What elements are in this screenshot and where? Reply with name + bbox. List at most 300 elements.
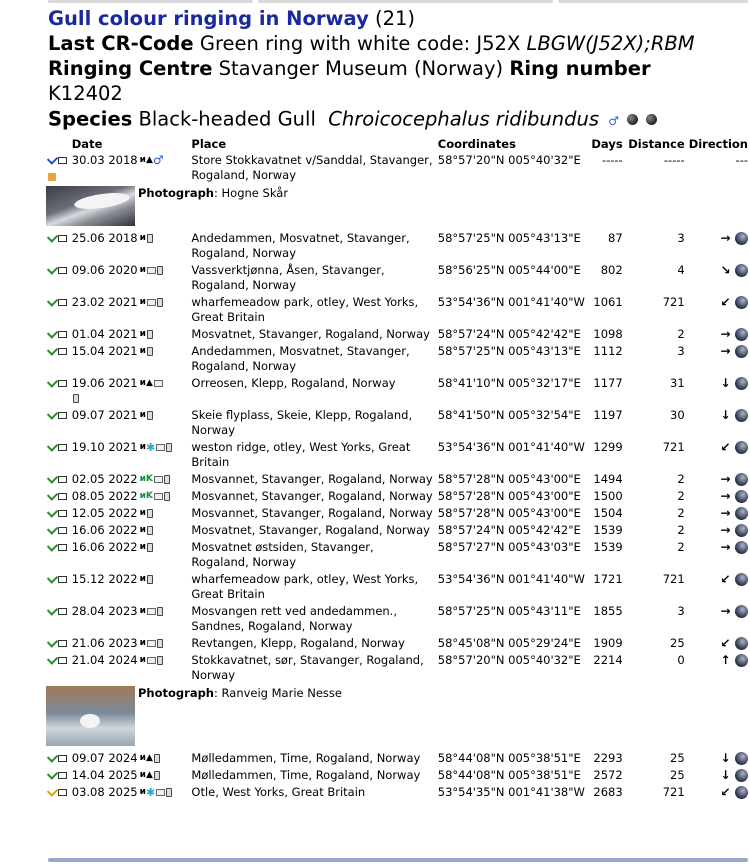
record-header <box>48 6 748 134</box>
binoculars-icon: ᴎ <box>139 606 146 616</box>
table-row[interactable] <box>46 784 750 801</box>
row-days: 1061 <box>593 295 623 309</box>
globe-icon[interactable] <box>735 345 748 358</box>
table-row[interactable] <box>46 294 750 326</box>
direction-arrow-icon: → <box>720 327 731 341</box>
row-days: 1177 <box>593 376 623 390</box>
camera-icon[interactable] <box>156 789 165 796</box>
phone-icon[interactable] <box>157 266 163 275</box>
table-row[interactable] <box>46 652 750 684</box>
direction-arrow-icon: ↙ <box>720 785 731 799</box>
phone-icon[interactable] <box>147 575 153 584</box>
row-distance: 25 <box>670 768 685 782</box>
species-common-name: Black-headed Gull <box>138 107 316 131</box>
binoculars-icon: ᴎ <box>139 574 146 584</box>
row-place: Mosvatnet, Stavanger, Rogaland, Norway <box>191 327 430 341</box>
row-place: Mosvatnet, Stavanger, Rogaland, Norway <box>191 523 430 537</box>
camera-icon[interactable] <box>147 640 156 647</box>
row-date-cell <box>70 294 190 326</box>
row-coordinates[interactable]: 58°57'25"N 005°43'11"E <box>437 604 581 618</box>
globe-icon[interactable] <box>735 473 748 486</box>
row-days: 1721 <box>593 572 623 586</box>
photo-row <box>46 684 750 750</box>
row-coordinates[interactable]: 58°56'25"N 005°44'00"E <box>437 263 581 277</box>
table-row[interactable] <box>46 230 750 262</box>
monitor-icon <box>58 235 67 242</box>
direction-arrow-icon: ↙ <box>720 572 731 586</box>
monitor-icon <box>58 267 67 274</box>
col-direction: Direction <box>688 136 748 151</box>
binoculars-icon: ᴎ <box>139 442 146 452</box>
age-dot-icon <box>627 114 638 125</box>
row-coordinates[interactable]: 53°54'36"N 001°41'40"W <box>437 572 585 586</box>
row-distance: 30 <box>670 408 685 422</box>
phone-icon[interactable] <box>147 526 153 535</box>
direction-text: --- <box>735 153 748 167</box>
row-coordinates[interactable]: 58°44'08"N 005°38'51"E <box>437 768 581 782</box>
camera-icon[interactable] <box>154 476 163 483</box>
row-place: Store Stokkavatnet v/Sanddal, Stavanger, Rogaland, Norway <box>191 153 433 182</box>
table-row[interactable] <box>46 343 750 375</box>
row-coordinates[interactable]: 53°54'35"N 001°41'38"W <box>437 785 585 799</box>
bird-icon: ▲ <box>145 378 153 388</box>
table-row[interactable] <box>46 407 750 439</box>
row-date: 25.06 2018 <box>71 231 138 245</box>
check-icon <box>47 472 58 483</box>
globe-icon[interactable] <box>735 232 748 245</box>
direction-arrow-icon: → <box>720 506 731 520</box>
check-icon <box>47 327 58 338</box>
monitor-icon <box>58 576 67 583</box>
globe-icon[interactable] <box>735 264 748 277</box>
row-distance: 721 <box>662 572 685 586</box>
row-direction <box>687 152 750 184</box>
check-icon <box>47 440 58 451</box>
record-count: (21) <box>375 7 416 30</box>
row-coordinates[interactable]: 58°45'08"N 005°29'24"E <box>437 636 581 650</box>
row-place: Andedammen, Mosvatnet, Stavanger, Rogaland, Norway <box>191 344 410 373</box>
photo-block <box>46 686 750 746</box>
row-status-icons <box>46 750 70 767</box>
row-status-icons <box>46 767 70 784</box>
binoculars-icon: ᴎ <box>139 542 146 552</box>
binoculars-icon: ᴎ <box>139 378 146 388</box>
row-days: 2572 <box>593 768 623 782</box>
photographer-name: : Hogne Skår <box>214 186 289 200</box>
row-coordinates[interactable]: 53°54'36"N 001°41'40"W <box>437 295 585 309</box>
row-date: 02.05 2022 <box>71 472 138 486</box>
globe-icon[interactable] <box>735 296 748 309</box>
phone-icon[interactable] <box>154 754 160 763</box>
table-row[interactable] <box>46 603 750 635</box>
table-row[interactable] <box>46 471 750 488</box>
row-days: 2293 <box>593 751 623 765</box>
gull-photo[interactable] <box>46 186 135 226</box>
phone-icon[interactable] <box>147 411 153 420</box>
row-direction <box>687 750 750 767</box>
col-place: Place <box>191 136 227 151</box>
table-row[interactable] <box>46 522 750 539</box>
globe-icon[interactable] <box>735 654 748 667</box>
bird-icon: ▲ <box>145 753 153 763</box>
row-coordinates[interactable]: 58°41'50"N 005°32'54"E <box>437 408 581 422</box>
row-days: 87 <box>608 231 623 245</box>
row-distance: ----- <box>663 153 685 167</box>
table-row[interactable] <box>46 152 750 184</box>
row-coordinates[interactable]: 58°57'20"N 005°40'32"E <box>437 153 581 167</box>
row-days: 1504 <box>593 506 623 520</box>
globe-icon[interactable] <box>735 409 748 422</box>
phone-icon[interactable] <box>157 298 163 307</box>
row-date: 08.05 2022 <box>71 489 138 503</box>
table-row[interactable] <box>46 571 750 603</box>
row-direction <box>687 767 750 784</box>
row-date-cell <box>70 652 190 684</box>
phone-icon[interactable] <box>147 234 153 243</box>
row-date: 16.06 2022 <box>71 540 138 554</box>
row-status-icons <box>46 471 70 488</box>
check-icon <box>47 506 58 517</box>
check-icon <box>47 489 58 500</box>
row-distance: 3 <box>677 604 685 618</box>
row-direction <box>687 635 750 652</box>
table-row[interactable] <box>46 539 750 571</box>
monitor-icon <box>58 299 67 306</box>
binoculars-icon: ᴎ <box>139 508 146 518</box>
direction-arrow-icon: ↙ <box>720 440 731 454</box>
row-date: 14.04 2025 <box>71 768 138 782</box>
phone-icon[interactable] <box>147 347 153 356</box>
row-place: Mosvangen rett ved andedammen., Sandnes, Rogaland, Norway <box>191 604 397 633</box>
globe-icon[interactable] <box>735 786 748 799</box>
phone-icon[interactable] <box>154 771 160 780</box>
row-distance: 721 <box>662 440 685 454</box>
phone-icon[interactable] <box>157 639 163 648</box>
observations-body <box>46 152 750 801</box>
camera-icon[interactable] <box>154 493 163 500</box>
last-cr-value: Green ring with white code: J52X <box>199 32 521 55</box>
row-date-cell <box>70 571 190 603</box>
direction-arrow-icon: ↓ <box>720 768 731 782</box>
monitor-icon <box>58 157 67 164</box>
row-coordinates[interactable]: 58°57'28"N 005°43'00"E <box>437 506 581 520</box>
row-place: Mølledammen, Time, Rogaland, Norway <box>191 751 421 765</box>
row-days: 1299 <box>593 440 623 454</box>
row-direction <box>687 571 750 603</box>
camera-icon[interactable] <box>147 299 156 306</box>
row-days: 1494 <box>593 472 623 486</box>
table-row[interactable] <box>46 375 750 407</box>
globe-icon[interactable] <box>735 752 748 765</box>
binoculars-icon: ᴎ <box>139 753 146 763</box>
monitor-icon <box>58 493 67 500</box>
row-days: 1909 <box>593 636 623 650</box>
row-status-icons <box>46 326 70 343</box>
male-icon: ♂ <box>608 114 620 128</box>
direction-arrow-icon: → <box>720 540 731 554</box>
row-date: 30.03 2018 <box>71 153 138 167</box>
binoculars-icon: ᴎ <box>139 155 146 165</box>
row-place: Mosvannet, Stavanger, Rogaland, Norway <box>191 472 433 486</box>
row-direction <box>687 375 750 407</box>
globe-icon[interactable] <box>735 541 748 554</box>
row-date: 21.06 2023 <box>71 636 138 650</box>
globe-icon[interactable] <box>735 573 748 586</box>
photo-cell <box>46 184 750 230</box>
ring-number-label: Ring number <box>509 57 651 80</box>
table-row[interactable] <box>46 326 750 343</box>
row-date-cell <box>70 326 190 343</box>
row-days: 2683 <box>593 785 623 799</box>
row-status-icons <box>46 439 70 471</box>
table-row[interactable] <box>46 750 750 767</box>
ringing-centre-label: Ringing Centre <box>48 57 213 80</box>
row-direction <box>687 522 750 539</box>
table-row[interactable] <box>46 439 750 471</box>
table-row[interactable] <box>46 767 750 784</box>
species-symbols <box>608 106 657 134</box>
row-distance: 2 <box>677 489 685 503</box>
table-row[interactable] <box>46 505 750 522</box>
row-date: 16.06 2022 <box>71 523 138 537</box>
table-row[interactable] <box>46 635 750 652</box>
binoculars-icon: ᴎ <box>139 770 146 780</box>
row-coordinates[interactable]: 58°57'20"N 005°40'32"E <box>437 653 581 667</box>
phone-icon[interactable] <box>166 443 172 452</box>
direction-arrow-icon: → <box>720 604 731 618</box>
direction-arrow-icon: ↙ <box>720 636 731 650</box>
row-date-cell <box>70 407 190 439</box>
row-date: 23.02 2021 <box>71 295 138 309</box>
direction-arrow-icon: ↙ <box>720 295 731 309</box>
row-date-cell <box>70 152 190 184</box>
check-icon <box>47 785 58 796</box>
photo-caption <box>138 686 342 700</box>
check-icon <box>47 572 58 583</box>
check-icon <box>47 523 58 534</box>
row-direction <box>687 784 750 801</box>
check-icon <box>47 751 58 762</box>
row-date: 21.04 2024 <box>71 653 138 667</box>
row-place: Andedammen, Mosvatnet, Stavanger, Rogaland, Norway <box>191 231 410 260</box>
row-status-icons <box>46 603 70 635</box>
row-date-cell <box>70 230 190 262</box>
binoculars-icon: ᴎ <box>139 233 146 243</box>
male-icon: ♂ <box>152 153 164 167</box>
row-distance: 3 <box>677 231 685 245</box>
globe-icon[interactable] <box>735 377 748 390</box>
row-distance: 2 <box>677 472 685 486</box>
binoculars-icon: ᴎ <box>139 346 146 356</box>
monitor-icon <box>58 789 67 796</box>
row-status-icons <box>46 262 70 294</box>
row-date-cell <box>70 635 190 652</box>
row-direction <box>687 439 750 471</box>
row-place: Vassverktjønna, Åsen, Stavanger, Rogaland, Norway <box>191 263 385 292</box>
row-coordinates[interactable]: 58°57'24"N 005°42'42"E <box>437 327 581 341</box>
row-distance: 721 <box>662 295 685 309</box>
check-icon <box>47 653 58 664</box>
row-status-icons <box>46 152 70 184</box>
photo-cell <box>46 684 750 750</box>
camera-icon[interactable] <box>147 267 156 274</box>
row-coordinates[interactable]: 58°57'25"N 005°43'13"E <box>437 344 581 358</box>
direction-arrow-icon: ↑ <box>720 653 731 667</box>
globe-icon[interactable] <box>735 637 748 650</box>
phone-icon[interactable] <box>164 475 170 484</box>
photo-wing-shape <box>73 190 130 212</box>
col-coordinates: Coordinates <box>437 136 516 151</box>
row-place: Mosvatnet østsiden, Stavanger, Rogaland, Norway <box>191 540 374 569</box>
bird-icon: ▲ <box>145 770 153 780</box>
row-date: 09.07 2024 <box>71 751 138 765</box>
snowflake-icon: ✱ <box>145 786 156 799</box>
row-days: 1539 <box>593 540 623 554</box>
row-coordinates[interactable]: 53°54'36"N 001°41'40"W <box>437 440 585 454</box>
binoculars-icon: ᴎ <box>139 329 146 339</box>
table-row[interactable] <box>46 488 750 505</box>
row-date-cell <box>70 603 190 635</box>
row-date-cell <box>70 471 190 488</box>
ringing-centre-value: Stavanger Museum (Norway) <box>218 57 504 80</box>
row-direction <box>687 652 750 684</box>
bird-icon: ▲ <box>145 155 153 165</box>
globe-icon[interactable] <box>735 490 748 503</box>
row-direction <box>687 407 750 439</box>
photo-label: Photograph <box>138 186 214 200</box>
monitor-icon <box>58 544 67 551</box>
row-date-cell <box>70 784 190 801</box>
row-distance: 721 <box>662 785 685 799</box>
observations-table <box>46 136 750 801</box>
globe-icon[interactable] <box>735 769 748 782</box>
row-status-icons <box>46 522 70 539</box>
row-date: 01.04 2021 <box>71 327 138 341</box>
species-label: Species <box>48 107 133 131</box>
table-row[interactable] <box>46 262 750 294</box>
check-icon <box>47 636 58 647</box>
globe-icon[interactable] <box>735 441 748 454</box>
row-coordinates[interactable]: 58°57'25"N 005°43'13"E <box>437 231 581 245</box>
row-status-icons <box>46 505 70 522</box>
last-cr-label: Last CR-Code <box>48 32 194 55</box>
camera-icon[interactable] <box>147 608 156 615</box>
gull-photo[interactable] <box>46 686 135 746</box>
row-distance: 2 <box>677 506 685 520</box>
monitor-icon <box>58 380 67 387</box>
row-place: Skeie flyplass, Skeie, Klepp, Rogaland, Norway <box>191 408 413 437</box>
row-coordinates[interactable]: 58°57'27"N 005°43'03"E <box>437 540 581 554</box>
col-icons <box>46 136 70 152</box>
col-date: Date <box>71 136 103 151</box>
direction-arrow-icon: ↓ <box>720 376 731 390</box>
direction-arrow-icon: → <box>720 344 731 358</box>
row-coordinates[interactable]: 58°44'08"N 005°38'51"E <box>437 751 581 765</box>
binoculars-icon: ᴎ <box>139 638 146 648</box>
row-date: 28.04 2023 <box>71 604 138 618</box>
photo-bird-shape <box>80 714 100 728</box>
phone-icon[interactable] <box>157 607 163 616</box>
row-date: 15.12 2022 <box>71 572 138 586</box>
row-direction <box>687 343 750 375</box>
globe-icon[interactable] <box>735 524 748 537</box>
monitor-icon <box>58 527 67 534</box>
row-days: 1098 <box>593 327 623 341</box>
row-date-cell <box>70 522 190 539</box>
row-days: 1197 <box>593 408 623 422</box>
phone-icon[interactable] <box>157 656 163 665</box>
phone-icon[interactable] <box>147 543 153 552</box>
row-status-icons <box>46 784 70 801</box>
row-coordinates[interactable]: 58°57'24"N 005°42'42"E <box>437 523 581 537</box>
phone-icon[interactable] <box>147 509 153 518</box>
row-place: wharfemeadow park, otley, West Yorks, Great Britain <box>191 295 419 324</box>
photo-row <box>46 184 750 230</box>
row-date-cell <box>70 343 190 375</box>
binoculars-icon: ᴎ <box>139 297 146 307</box>
row-status-icons <box>46 652 70 684</box>
phone-icon[interactable] <box>73 394 79 403</box>
row-date: 19.06 2021 <box>71 376 138 390</box>
row-days: 1855 <box>593 604 623 618</box>
monitor-icon <box>58 772 67 779</box>
globe-icon[interactable] <box>735 605 748 618</box>
direction-arrow-icon: → <box>720 489 731 503</box>
row-direction <box>687 471 750 488</box>
row-date-cell <box>70 439 190 471</box>
camera-icon[interactable] <box>147 657 156 664</box>
row-date-cell <box>70 505 190 522</box>
monitor-icon <box>58 331 67 338</box>
row-status-icons <box>46 539 70 571</box>
row-date-cell <box>70 375 190 407</box>
row-direction <box>687 539 750 571</box>
row-status-icons <box>46 294 70 326</box>
map-pin-icon[interactable] <box>48 173 56 181</box>
row-coordinates[interactable]: 58°57'28"N 005°43'00"E <box>437 472 581 486</box>
row-distance: 31 <box>670 376 685 390</box>
snowflake-icon: ✱ <box>145 441 156 454</box>
binoculars-icon: ᴎ <box>139 410 146 420</box>
row-distance: 2 <box>677 540 685 554</box>
check-icon <box>47 408 58 419</box>
binoculars-icon: ᴎ <box>139 787 146 797</box>
direction-arrow-icon: → <box>720 523 731 537</box>
phone-icon[interactable] <box>166 788 172 797</box>
monitor-icon <box>58 348 67 355</box>
check-icon <box>47 344 58 355</box>
camera-icon[interactable] <box>154 380 163 387</box>
row-status-icons <box>46 488 70 505</box>
globe-icon[interactable] <box>735 328 748 341</box>
phone-icon[interactable] <box>164 492 170 501</box>
globe-icon[interactable] <box>735 507 748 520</box>
row-distance: 2 <box>677 327 685 341</box>
direction-arrow-icon: ↘ <box>720 263 731 277</box>
phone-icon[interactable] <box>147 330 153 339</box>
direction-arrow-icon: → <box>720 472 731 486</box>
row-coordinates[interactable]: 58°41'10"N 005°32'17"E <box>437 376 581 390</box>
row-date: 12.05 2022 <box>71 506 138 520</box>
camera-icon[interactable] <box>156 444 165 451</box>
page-title[interactable]: Gull colour ringing in Norway <box>48 7 369 30</box>
photo-caption <box>138 186 288 200</box>
row-coordinates[interactable]: 58°57'28"N 005°43'00"E <box>437 489 581 503</box>
row-place: wharfemeadow park, otley, West Yorks, Great Britain <box>191 572 419 601</box>
row-direction <box>687 603 750 635</box>
row-days: 1500 <box>593 489 623 503</box>
row-date-cell <box>70 262 190 294</box>
